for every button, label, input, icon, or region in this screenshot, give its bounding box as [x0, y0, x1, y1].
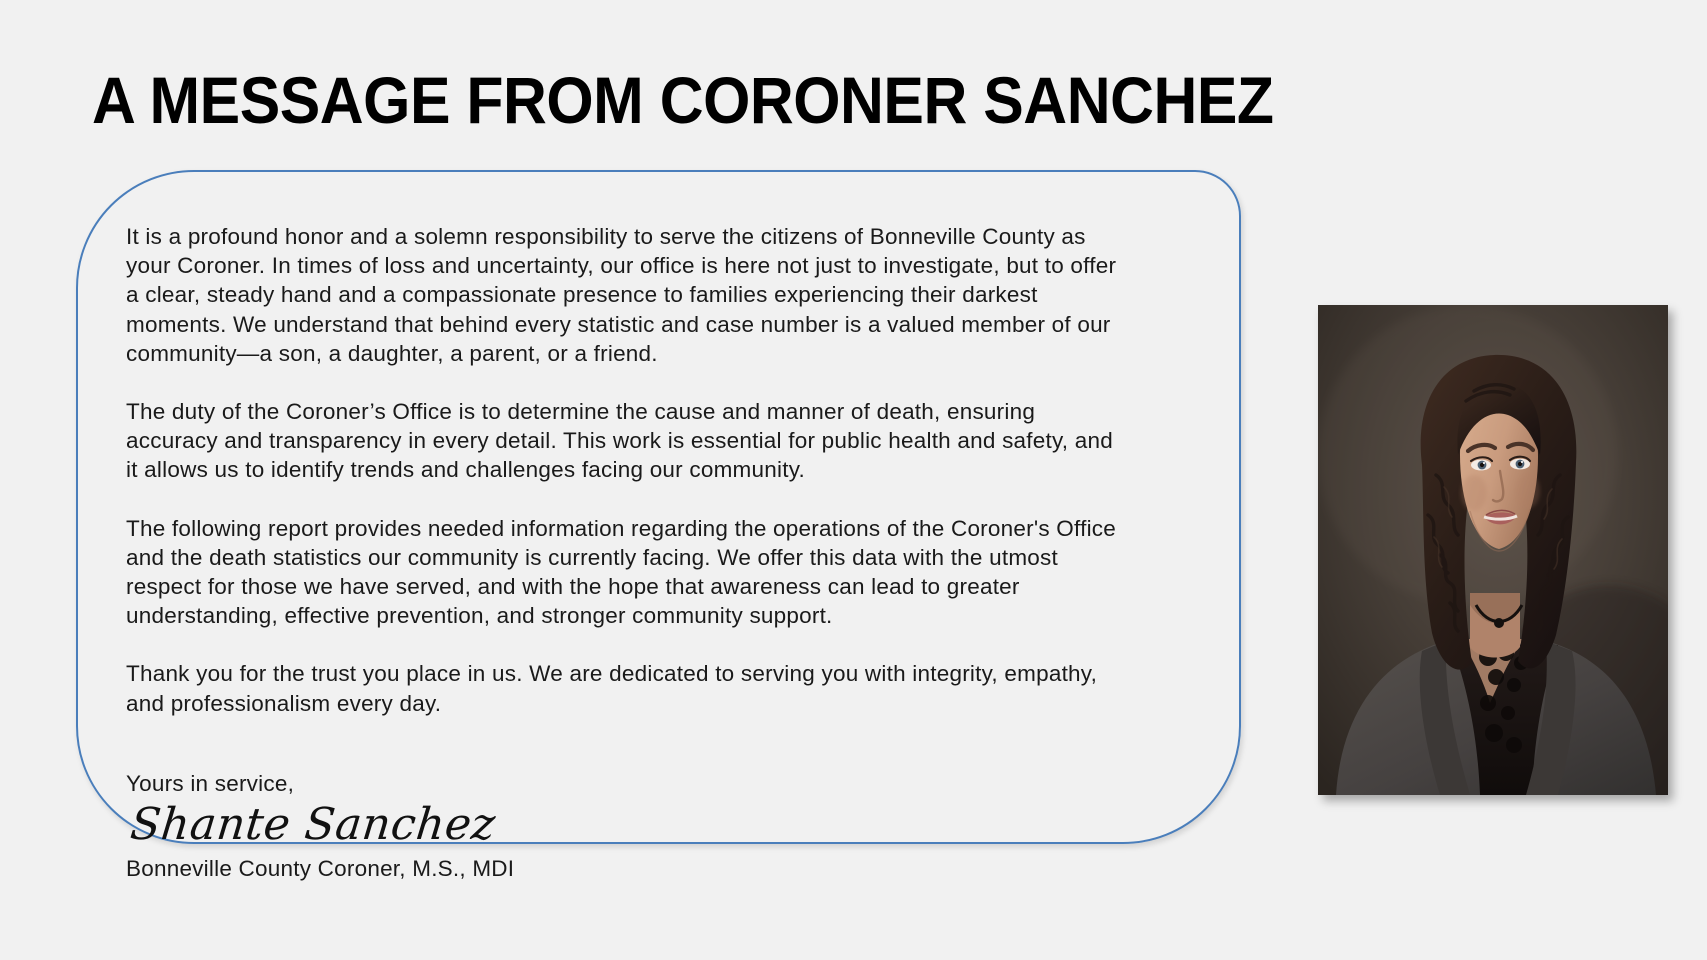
page-title: A MESSAGE FROM CORONER SANCHEZ	[92, 63, 1274, 137]
letter-paragraph-1: It is a profound honor and a solemn responsibility to serve the citizens of Bonneville County as your Coroner. In times of loss and uncertainty, our office is here not just to investigate, but to offer a clear, steady hand and a compassionate presence to families experiencing their darkest moments. We understand that behind every statistic and case number is a valued member of our community—a son, a daughter, a parent, or a friend.	[126, 224, 1117, 366]
letter-paragraph-2: The duty of the Coroner’s Office is to determine the cause and manner of death, ensuring accuracy and transparency in every detail. This work is essential for public health and safety, and it allows us to identify trends and challenges facing our community.	[126, 399, 1113, 483]
signature-block	[126, 798, 1126, 850]
coroner-portrait-photo	[1318, 305, 1668, 795]
signer-title: Bonneville County Coroner, M.S., MDI	[126, 856, 515, 882]
letter-paragraph-4: Thank you for the trust you place in us. We are dedicated to serving you with integrity, empathy, and professionalism every day.	[126, 661, 1098, 716]
portrait-illustration	[1318, 305, 1668, 795]
letter-closing: Yours in service,	[126, 770, 295, 796]
letter-paragraph-3: The following report provides needed information regarding the operations of the Coroner's Office and the death statistics our community is currently facing. We offer this data with the utmost respect for those we have served, and with the hope that awareness can lead to greater understanding, effective prevention, and stronger community support.	[126, 515, 1117, 629]
signature-script: Shante Sanchez	[128, 799, 499, 851]
letter-body	[126, 222, 1126, 883]
